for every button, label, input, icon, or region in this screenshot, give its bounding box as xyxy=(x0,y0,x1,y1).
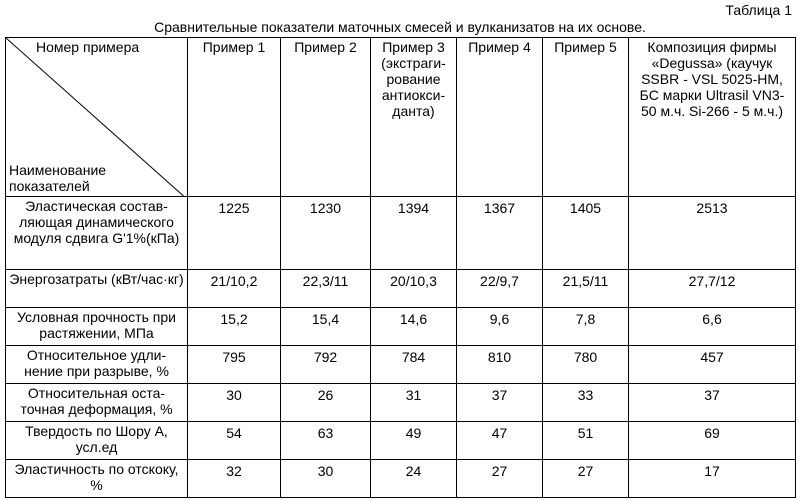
table-cell: 15,2 xyxy=(188,308,281,346)
table-cell: 2513 xyxy=(629,197,796,270)
table-caption: Сравнительные показатели маточных смесей и вулканизатов на их основе. xyxy=(154,19,646,35)
table-cell: 784 xyxy=(371,346,457,384)
row-label: Относительная оста-точная деформация, % xyxy=(6,384,188,422)
table-cell: 63 xyxy=(281,422,371,460)
table-cell: 21,5/11 xyxy=(543,270,629,308)
table-cell: 1225 xyxy=(188,197,281,270)
table-cell: 780 xyxy=(543,346,629,384)
table-cell: 27 xyxy=(543,460,629,498)
row-label: Условная прочность при растяжении, МПа xyxy=(6,308,188,346)
table-cell: 22/9,7 xyxy=(457,270,543,308)
row-label: Энергозатраты (кВт/час·кг) xyxy=(6,270,188,308)
table-cell: 51 xyxy=(543,422,629,460)
table-cell: 30 xyxy=(188,384,281,422)
table-row xyxy=(6,270,796,308)
table-row xyxy=(6,422,796,460)
column-header: Пример 2 xyxy=(281,38,371,197)
table-row xyxy=(6,197,796,270)
column-header: Композиция фирмы «Degussa» (каучук SSBR - VSL 5025-HM, БС марки Ultrasil VN3-50 м.ч. Si-266 - 5 м.ч.) xyxy=(629,38,796,197)
table-cell: 31 xyxy=(371,384,457,422)
table-cell: 1230 xyxy=(281,197,371,270)
table-cell: 6,6 xyxy=(629,308,796,346)
table-cell: 795 xyxy=(188,346,281,384)
table-cell: 47 xyxy=(457,422,543,460)
corner-bottom-label: Наименование показателей xyxy=(9,162,107,194)
table-cell: 1394 xyxy=(371,197,457,270)
row-label: Эластическая состав-ляющая динамического модуля сдвига G'1%(кПа) xyxy=(6,197,188,270)
table-cell: 26 xyxy=(281,384,371,422)
table-cell: 33 xyxy=(543,384,629,422)
table-row xyxy=(6,346,796,384)
table-cell: 69 xyxy=(629,422,796,460)
row-label: Твердость по Шору А, усл.ед xyxy=(6,422,188,460)
comparison-table xyxy=(5,37,796,498)
row-label: Эластичность по отскоку, % xyxy=(6,460,188,498)
table-cell: 24 xyxy=(371,460,457,498)
table-cell: 49 xyxy=(371,422,457,460)
table-cell: 37 xyxy=(629,384,796,422)
table-cell: 17 xyxy=(629,460,796,498)
table-cell: 27 xyxy=(457,460,543,498)
table-row xyxy=(6,384,796,422)
table-cell: 1367 xyxy=(457,197,543,270)
table-cell: 9,6 xyxy=(457,308,543,346)
table-row xyxy=(6,308,796,346)
column-header: Пример 4 xyxy=(457,38,543,197)
table-cell: 21/10,2 xyxy=(188,270,281,308)
column-header: Пример 1 xyxy=(188,38,281,197)
header-row xyxy=(6,38,796,197)
table-cell: 792 xyxy=(281,346,371,384)
corner-top-label: Номер примера xyxy=(36,39,140,55)
table-row xyxy=(6,460,796,498)
table-cell: 15,4 xyxy=(281,308,371,346)
table-cell: 32 xyxy=(188,460,281,498)
table-cell: 54 xyxy=(188,422,281,460)
table-cell: 1405 xyxy=(543,197,629,270)
table-cell: 37 xyxy=(457,384,543,422)
column-header: Пример 5 xyxy=(543,38,629,197)
table-number: Таблица 1 xyxy=(725,2,792,18)
table-cell: 27,7/12 xyxy=(629,270,796,308)
corner-header-cell xyxy=(6,38,188,197)
table-cell: 14,6 xyxy=(371,308,457,346)
table-cell: 30 xyxy=(281,460,371,498)
table-cell: 20/10,3 xyxy=(371,270,457,308)
table-cell: 7,8 xyxy=(543,308,629,346)
row-label: Относительное удли-нение при разрыве, % xyxy=(6,346,188,384)
table-cell: 810 xyxy=(457,346,543,384)
table-cell: 22,3/11 xyxy=(281,270,371,308)
column-header: Пример 3 (экстраги-рование антиокси-данта) xyxy=(371,38,457,197)
table-cell: 457 xyxy=(629,346,796,384)
